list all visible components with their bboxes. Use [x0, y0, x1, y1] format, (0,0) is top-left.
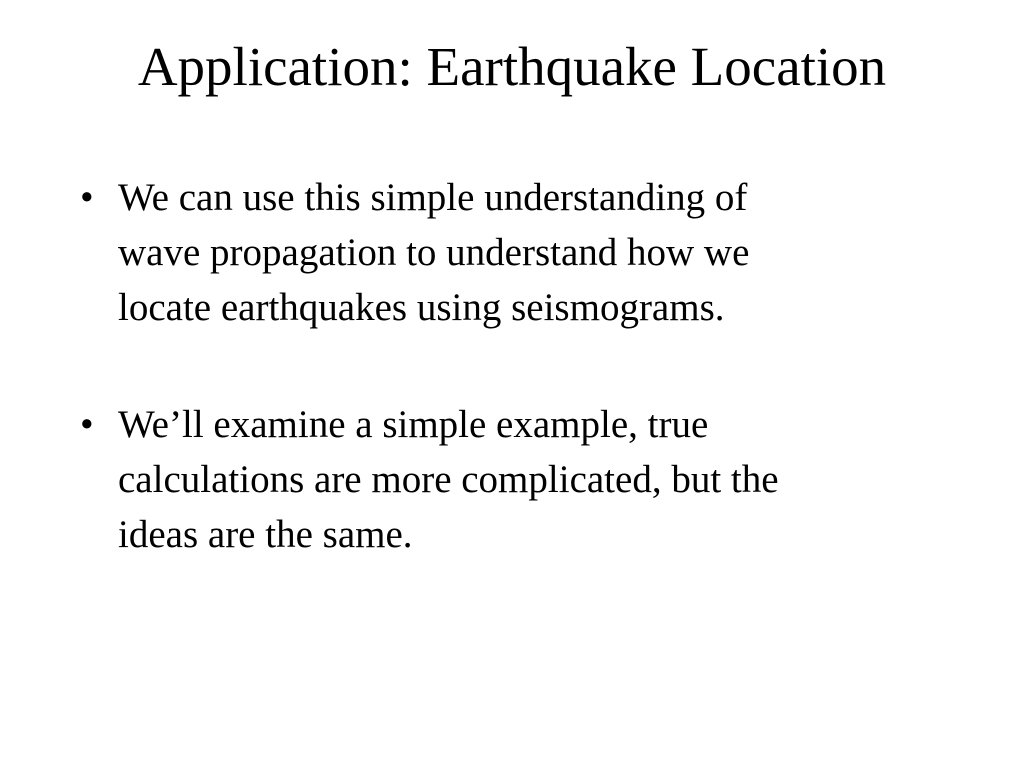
- bullet-text-line: We’ll examine a simple example, true: [118, 403, 709, 446]
- bullet-item-1: [80, 170, 940, 335]
- bullet-marker: •: [80, 403, 94, 446]
- slide-title: Application: Earthquake Location: [137, 36, 887, 97]
- bullet-marker: •: [80, 176, 94, 219]
- bullet-text-line: wave propagation to understand how we: [118, 231, 750, 274]
- bullet-text-line: We can use this simple understanding of: [118, 176, 748, 219]
- bullet-item-2: [80, 397, 940, 562]
- bullet-text-line: calculations are more complicated, but the: [118, 458, 779, 501]
- bullet-text-line: locate earthquakes using seismograms.: [118, 286, 725, 329]
- bullet-text-line: ideas are the same.: [118, 513, 413, 556]
- bullet-list: [80, 170, 940, 624]
